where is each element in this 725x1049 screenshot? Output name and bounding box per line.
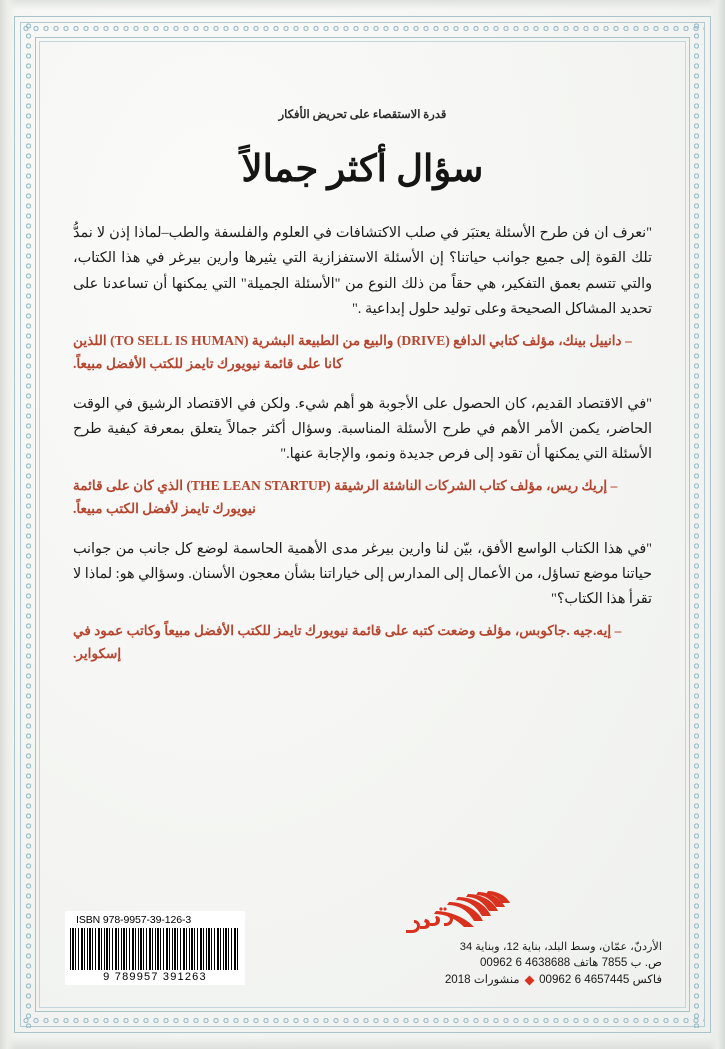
blurb-quote: "في الاقتصاد القديم، كان الحصول على الأجوبة هو أهم شيء. ولكن في الاقتصاد الرشيق في الوقت الحاضر، يكمن الأمر الأهم في طرح الأسئلة المناسبة. وسؤال أكثر جمالاً يتعلق بمعرفة كيفية طرح الأسئلة التي يمكنها أن تقود إلى فرص جديدة ونمو، والإجابة عنها.": [73, 395, 652, 463]
decorative-chain-pattern-top: [21, 23, 704, 34]
diamond-separator-icon: [524, 975, 534, 985]
blurb-quote: "نعرف ان فن طرح الأسئلة يعتبَر في صلب الاكتشافات في العلوم والفلسفة والطب–لماذا إذن لا نمدُّ تلك القوة إلى جميع جوانب حياتنا؟ إن الأسئلة الاستفزازية التي يثيرها وارين بيرغر في هذا الكتاب، والتي تتسم بعمق التفكير، هي حقاً من ذلك النوع من "الأسئلة الجميلة" التي يمكنها أن تساعدنا على تحديد المشاكل الصحيحة وعلى توليد حلول إبداعية .": [73, 225, 652, 318]
blurb-attribution: – إريك ريس، مؤلف كتاب الشركات الناشئة الرشيقة (THE LEAN STARTUP) الذي كان على قائمة نيويورك تايمز لأفضل الكتب مبيعاً.: [73, 477, 618, 517]
blurbs-section: [55, 221, 670, 666]
publisher-logo: [392, 889, 662, 935]
page-edge-shadow-right: [709, 0, 725, 1049]
isbn-text: ISBN 978-9957-39-126-3: [76, 914, 192, 926]
cover-footer: [55, 877, 670, 1007]
barcode-digits: 9 789957 391263: [103, 971, 207, 983]
book-title: سؤال أكثر جمالاً: [241, 149, 484, 190]
publisher-block: [392, 889, 662, 989]
publisher-fax: فاكس 4657445 6 00962: [539, 973, 662, 987]
blurb-quote: "في هذا الكتاب الواسع الأفق، بيّن لنا وارين بيرغر مدى الأهمية الحاسمة لوضع كل جانب من جوانب حياتنا موضع تساؤل، من الأعمال إلى المدارس إلى خياراتنا بشأن معجون الأسنان. وسؤالي هو: لماذا لا تقرأ هذا الكتاب؟": [73, 540, 652, 608]
book-subtitle: قدرة الاستقصاء على تحريض الأفكار: [278, 109, 447, 121]
publisher-imprint-year: منشورات 2018: [444, 973, 520, 987]
cover-content: [55, 55, 670, 994]
decorative-chain-pattern-bottom: [21, 1015, 704, 1026]
barcode-block: [65, 911, 245, 985]
publisher-fax-line: [392, 972, 662, 989]
al-ahlia-logo-icon: [392, 889, 512, 935]
barcode-bars: [70, 928, 240, 970]
decorative-chain-pattern-left: [23, 21, 34, 1028]
publisher-po-phone: ص. ب 7855 هاتف 4638688 6 00962: [479, 956, 662, 970]
page-edge-shadow-top: [0, 0, 725, 10]
blurb-attribution: – إيه.جيه .جاكوبس، مؤلف وضعت كتبه على قائمة نيويورك تايمز للكتب الأفضل مبيعاً وكاتب عمود في إسكواير.: [73, 622, 622, 662]
decorative-chain-pattern-right: [691, 21, 702, 1028]
publisher-address: الأردنّ، عمّان، وسط البلد، بناية 12، وبناية 34: [459, 941, 662, 954]
blurb-attribution: – دانييل بينك، مؤلف كتابي الدافع (DRIVE) والبيع من الطبيعة البشرية (TO SELL IS HUMAN) اللذين كانا على قائمة نيويورك تايمز للكتب الأفضل مبيعاً.: [73, 332, 632, 372]
page-edge-shadow-bottom: [0, 1037, 725, 1049]
